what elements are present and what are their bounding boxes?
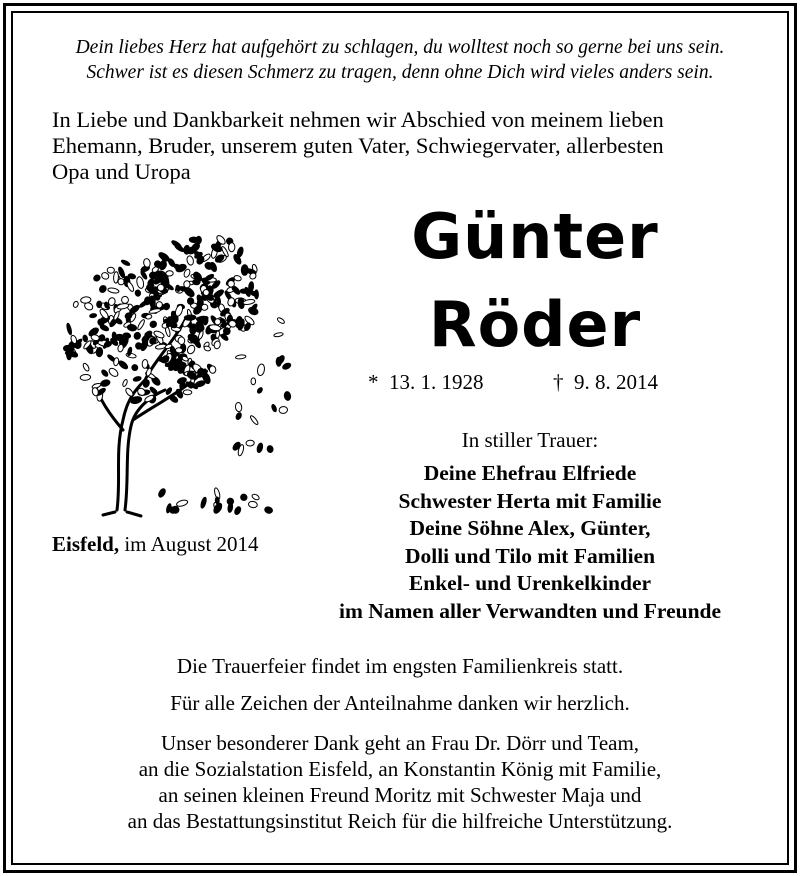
mourner-line: Deine Ehefrau Elfriede [423, 461, 637, 485]
motto-line: Dein liebes Herz hat aufgehört zu schlagen, du wolltest noch so gerne bei uns sein. [75, 37, 725, 58]
leaf-icon [257, 363, 266, 376]
special-thanks [0, 730, 800, 834]
death-date-group [553, 369, 658, 395]
leaf-icon [235, 412, 242, 420]
leaf-icon [149, 320, 158, 329]
leaf-icon [228, 243, 235, 252]
thanks-note: Für alle Zeichen der Anteilnahme danken wir herzlich. [170, 691, 630, 715]
leaf-icon [196, 236, 201, 243]
leaf-icon [80, 374, 91, 381]
mourner-line: Schwester Herta mit Familie [398, 488, 662, 513]
mourners-heading: In stiller Trauer: [461, 428, 599, 452]
leaf-icon [249, 415, 259, 426]
leaf-icon [117, 344, 124, 353]
leaf-icon [215, 497, 219, 504]
leaf-icon [142, 359, 148, 368]
leaf-icon [121, 296, 129, 304]
mourner-line: Enkel- und Urenkelkinder [408, 571, 652, 596]
leaf-icon [73, 301, 79, 308]
death-date: 9. 8. 2014 [574, 370, 658, 394]
leaf-icon [193, 279, 200, 285]
birth-date: 13. 1. 1928 [389, 370, 484, 394]
leaf-icon [203, 289, 210, 296]
intro-line: Opa und Uropa [52, 159, 191, 184]
leaf-icon [124, 387, 134, 397]
deceased-first-name: Günter [411, 200, 659, 273]
leaf-icon [187, 297, 195, 305]
intro-text [52, 107, 772, 185]
leaf-icon [133, 332, 141, 341]
leaf-icon [184, 281, 190, 288]
leaf-icon [107, 267, 115, 273]
leaf-icon [108, 367, 120, 378]
place-and-date [52, 531, 312, 557]
leaf-icon [239, 493, 248, 502]
leaf-icon [196, 322, 202, 329]
leaf-icon [183, 245, 190, 254]
leaf-icon [256, 387, 263, 394]
leaf-icon [276, 357, 281, 366]
leaf-icon [122, 379, 128, 387]
leaf-icon [97, 301, 102, 308]
leaf-icon [234, 506, 242, 516]
death-symbol: † [553, 370, 564, 394]
leaf-icon [247, 306, 259, 316]
place-date: im August 2014 [124, 532, 259, 556]
intro-line: In Liebe und Dankbarkeit nehmen wir Abschied von meinem lieben [52, 107, 664, 132]
birth-symbol: * [368, 370, 379, 394]
motto-verse [0, 35, 800, 85]
leaf-icon [279, 406, 288, 414]
leaf-icon [118, 278, 124, 284]
mourner-line: Dolli und Tilo mit Familien [404, 543, 656, 568]
leaf-icon [100, 379, 111, 387]
leaf-icon [209, 366, 216, 374]
leaf-icon [201, 304, 208, 311]
leaf-icon [251, 493, 260, 501]
leaf-icon [118, 360, 129, 371]
leaf-icon [99, 324, 109, 332]
special-thanks-line: an die Sozialstation Eisfeld, an Konstantin König mit Familie, [138, 757, 662, 781]
leaf-icon [89, 313, 97, 318]
leaf-icon [282, 362, 292, 370]
leaf-icon [276, 317, 285, 325]
leaf-icon [267, 445, 274, 453]
leaf-icon [203, 345, 211, 351]
leaf-icon [175, 348, 182, 353]
leaf-icon [271, 404, 277, 412]
motto-line: Schwer ist es diesen Schmerz zu tragen, denn ohne Dich wird vieles anders sein. [86, 62, 714, 83]
leaf-icon [187, 334, 199, 346]
mourner-line: Deine Söhne Alex, Günter, [409, 516, 651, 541]
leaf-icon [65, 351, 75, 355]
special-thanks-line: an das Bestattungsinstitut Reich für die hilfreiche Unterstützung. [127, 809, 673, 833]
birth-date-group [368, 369, 484, 395]
leaf-icon [251, 378, 256, 385]
leaf-icon [82, 362, 90, 371]
leaf-icon [176, 499, 188, 507]
tree-with-falling-leaves-icon [55, 230, 300, 520]
leaf-icon [98, 284, 107, 293]
leaf-icon [235, 402, 242, 412]
leaf-icon [135, 290, 141, 297]
place-town: Eisfeld, [52, 532, 120, 556]
leaf-icon [66, 323, 73, 335]
leaf-icon [107, 287, 119, 294]
funeral-service-note: Die Trauerfeier findet im engsten Familienkreis statt. [176, 654, 624, 678]
mourners-list [290, 460, 770, 626]
leaf-icon [101, 369, 109, 378]
leaf-icon [226, 497, 235, 506]
leaf-icon [183, 390, 192, 395]
leaf-icon [133, 376, 142, 382]
leaf-icon [248, 501, 258, 509]
leaf-icon [174, 304, 184, 317]
leaf-icon [157, 488, 166, 499]
leaf-icon [248, 281, 254, 292]
leaf-icon [167, 258, 176, 268]
mourner-line: im Namen aller Verwandten und Freunde [338, 598, 722, 623]
leaf-icon [246, 440, 255, 446]
leaf-icon [255, 290, 259, 299]
leaf-icon [256, 443, 263, 454]
leaf-icon [96, 347, 103, 357]
deceased-last-name: Röder [428, 288, 642, 361]
leaf-icon [139, 339, 149, 351]
leaf-icon [113, 272, 118, 284]
leaf-icon [91, 387, 99, 396]
special-thanks-line: an seinen kleinen Freund Moritz mit Schwester Maja und [158, 783, 642, 807]
leaf-icon [131, 363, 139, 371]
leaf-icon [184, 315, 196, 321]
leaf-icon [137, 319, 146, 331]
leaf-icon [200, 497, 207, 509]
special-thanks-line: Unser besonderer Dank geht an Frau Dr. Dörr und Team, [160, 731, 640, 755]
leaf-icon [121, 259, 131, 266]
leaf-icon [127, 324, 137, 332]
leaf-icon [177, 336, 185, 345]
intro-line: Ehemann, Bruder, unserem guten Vater, Schwiegervater, allerbesten [52, 133, 664, 158]
leaf-icon [284, 391, 292, 401]
leaf-icon [274, 332, 284, 337]
leaf-icon [264, 506, 273, 514]
leaf-icon [93, 274, 102, 282]
leaf-icon [186, 255, 194, 266]
leaf-icon [186, 344, 196, 355]
leaf-icon [235, 354, 246, 359]
leaf-icon [241, 265, 248, 276]
leaf-icon [82, 335, 88, 342]
